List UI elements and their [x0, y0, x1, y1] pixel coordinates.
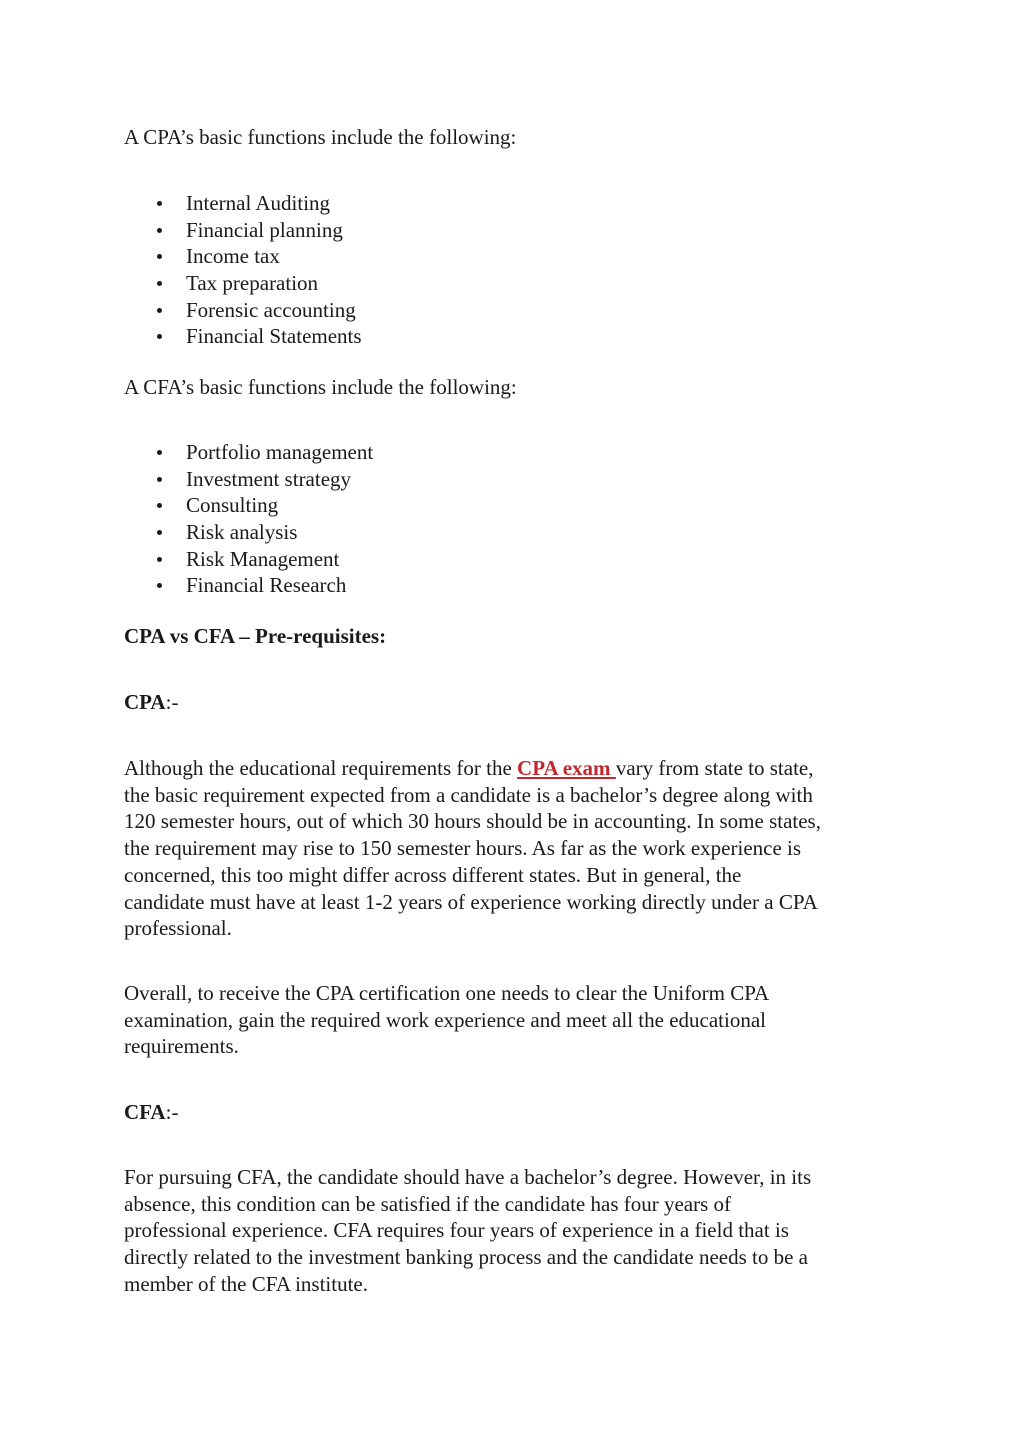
list-item: Risk analysis: [124, 519, 373, 546]
cfa-functions-intro: A CFA’s basic functions include the following:: [124, 375, 517, 399]
cpa-certification-paragraph: Overall, to receive the CPA certification one needs to clear the Uniform CPA examination, gain the required work experience and meet all the educational requirements.: [124, 981, 770, 1059]
list-item: Income tax: [124, 243, 362, 270]
list-item: Consulting: [124, 492, 373, 519]
bullet-icon: [157, 308, 162, 313]
bullet-icon: [157, 557, 162, 562]
prerequisites-heading: CPA vs CFA – Pre-requisites:: [124, 624, 387, 648]
cpa-requirements-paragraph: Although the educational requirements for the CPA exam vary from state to state, the basic requirement expected from a candidate is a bachelor’s degree along with 120 semester hours, out of which 30 hours should be in accounting. In some states, the requirement may rise to 150 semester hours. As far as the work experience is concerned, this too might differ across different states. But in general, the candidate must have at least 1-2 years of experience working directly under a CPA professional.: [124, 756, 821, 941]
bullet-icon: [157, 201, 162, 206]
list-item: Financial planning: [124, 217, 362, 244]
cpa-functions-list: [124, 190, 362, 350]
bullet-icon: [157, 450, 162, 455]
list-item: Portfolio management: [124, 439, 373, 466]
list-item: Risk Management: [124, 546, 373, 573]
list-item: Internal Auditing: [124, 190, 362, 217]
cpa-exam-link[interactable]: CPA exam: [517, 756, 616, 780]
list-item: Financial Research: [124, 572, 373, 599]
cfa-requirements-paragraph: For pursuing CFA, the candidate should have a bachelor’s degree. However, in its absence, this condition can be satisfied if the candidate has four years of professional experience. CFA requires four years of experience in a field that is directly related to the investment banking process and the candidate needs to be a member of the CFA institute.: [124, 1165, 812, 1296]
list-item: Investment strategy: [124, 466, 373, 493]
cfa-section-heading: CFA:-: [124, 1100, 179, 1124]
list-item: Financial Statements: [124, 323, 362, 350]
bullet-icon: [157, 254, 162, 259]
bullet-icon: [157, 334, 162, 339]
cpa-section-heading: CPA:-: [124, 690, 179, 714]
cfa-functions-list: [124, 439, 373, 599]
bullet-icon: [157, 503, 162, 508]
bullet-icon: [157, 530, 162, 535]
bullet-icon: [157, 281, 162, 286]
bullet-icon: [157, 583, 162, 588]
list-item: Forensic accounting: [124, 297, 362, 324]
bullet-icon: [157, 228, 162, 233]
bullet-icon: [157, 477, 162, 482]
cpa-functions-intro: A CPA’s basic functions include the following:: [124, 125, 517, 149]
list-item: Tax preparation: [124, 270, 362, 297]
